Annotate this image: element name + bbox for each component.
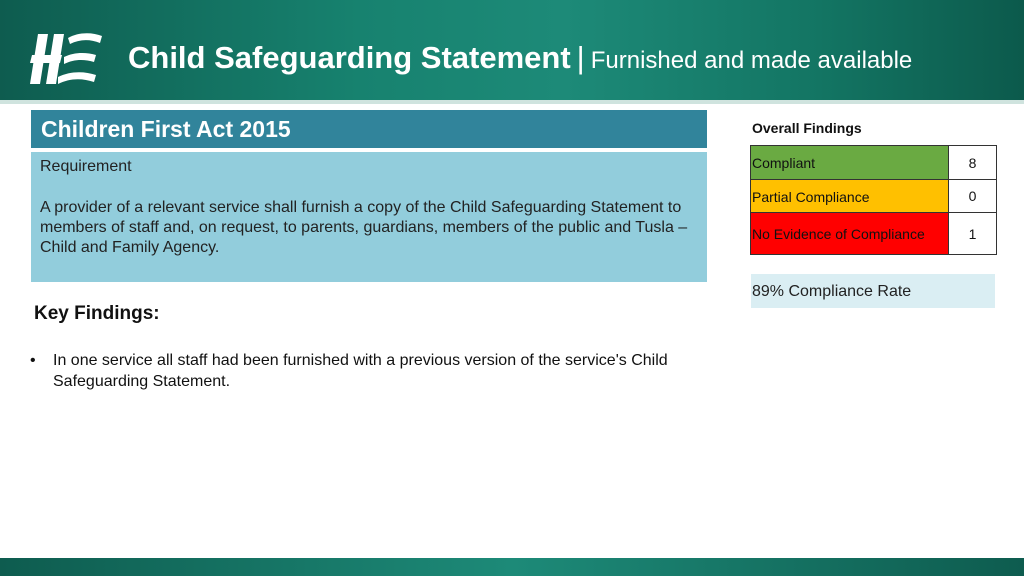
header-divider [0,100,1024,104]
partial-compliance-value: 0 [949,180,997,213]
compliant-value: 8 [949,146,997,180]
title-separator: | [576,40,585,75]
requirement-label: Requirement [40,158,132,175]
table-row [751,146,997,180]
overall-findings-title: Overall Findings [752,120,862,136]
compliance-rate: 89% Compliance Rate [752,283,912,300]
title-subtitle: Furnished and made available [590,47,913,74]
header-banner [0,0,1024,100]
key-findings-title: Key Findings: [34,303,160,324]
no-evidence-value: 1 [949,213,997,255]
no-evidence-label: No Evidence of Compliance [751,213,949,255]
page-title [128,40,912,76]
act-title-box [31,110,707,148]
hse-logo-icon [30,30,104,88]
footer-band [0,558,1024,576]
key-findings-list [30,350,720,392]
act-title: Children First Act 2015 [41,116,291,142]
bullet-icon: • [30,352,36,369]
title-main: Child Safeguarding Statement [128,40,571,75]
requirement-box [31,152,707,282]
compliant-label: Compliant [751,146,949,180]
finding-text: In one service all staff had been furnished with a previous version of the service's Child Safeguarding Statement. [53,352,668,390]
requirement-text: A provider of a relevant service shall furnish a copy of the Child Safeguarding Statement to members of staff and, on request, to parents, guardians, members of the public and Tusla – Child and Family Agency. [40,199,688,256]
compliance-rate-box [751,274,995,308]
table-row [751,180,997,213]
partial-compliance-label: Partial Compliance [751,180,949,213]
table-row [751,213,997,255]
list-item [30,350,720,392]
overall-findings-table [750,145,997,255]
